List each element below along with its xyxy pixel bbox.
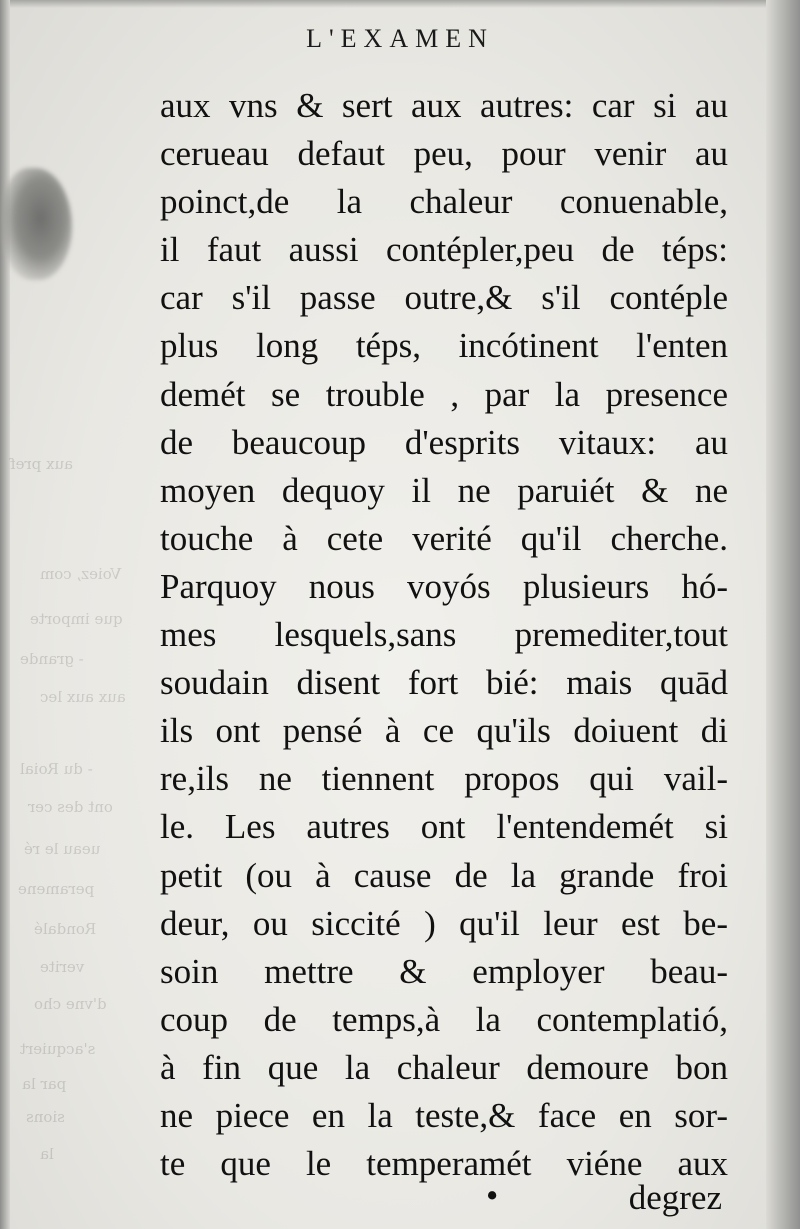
text-line: plus long téps, incótinent l'enten	[160, 326, 728, 366]
text-line: te que le temperamét viéne aux	[160, 1144, 728, 1184]
text-line: coup de temps,à la contemplatió,	[160, 999, 728, 1039]
text-line: mes lesquels,sans premediter,tout	[160, 615, 728, 655]
page-footer	[0, 1174, 800, 1224]
text-line: Parquoy nous voyós plusieurs hó-	[160, 566, 728, 606]
catchword: degrez	[628, 1178, 722, 1217]
page-binding-shadow	[766, 0, 800, 1229]
text-line: petit (ou à cause de la grande froi	[160, 855, 728, 895]
body-text	[160, 82, 728, 1188]
text-line: deur, ou siccité ) qu'il leur est be-	[160, 903, 728, 943]
text-line: ne piece en la teste,& face en sor-	[160, 1095, 728, 1135]
text-line: demét se trouble , par la presence	[160, 374, 728, 414]
text-line: de beaucoup d'esprits vitaux: au	[160, 422, 728, 462]
signature-mark: •	[486, 1176, 499, 1215]
ink-stain	[2, 168, 72, 280]
text-line: il faut aussi contépler,peu de téps:	[160, 230, 728, 270]
text-line: à fin que la chaleur demoure bon	[160, 1047, 728, 1087]
text-line: cerueau defaut peu, pour venir au	[160, 134, 728, 174]
text-line: aux vns & sert aux autres: car si au	[160, 86, 728, 125]
text-line: le. Les autres ont l'entendemét si	[160, 807, 728, 847]
text-line: soudain disent fort bié: mais quād	[160, 663, 728, 703]
show-through-text: aux pref Voiez, com que importe - grande aux aux lec - du Roial ont des cer ueau le ré peramene Rondalé verite d'vne cho s'acquiert par la sions la	[10, 455, 126, 1163]
running-header: L'EXAMEN	[306, 24, 494, 53]
text-line: poinct,de la chaleur conuenable,	[160, 182, 728, 222]
page-top-shadow	[0, 0, 800, 8]
text-line: car s'il passe outre,& s'il contéple	[160, 278, 728, 318]
text-line: soin mettre & employer beau-	[160, 951, 728, 991]
text-line: moyen dequoy il ne paruiét & ne	[160, 470, 728, 510]
text-line: touche à cete verité qu'il cherche.	[160, 518, 728, 558]
text-line: re,ils ne tiennent propos qui vail-	[160, 759, 728, 799]
text-line: ils ont pensé à ce qu'ils doiuent di	[160, 711, 728, 751]
